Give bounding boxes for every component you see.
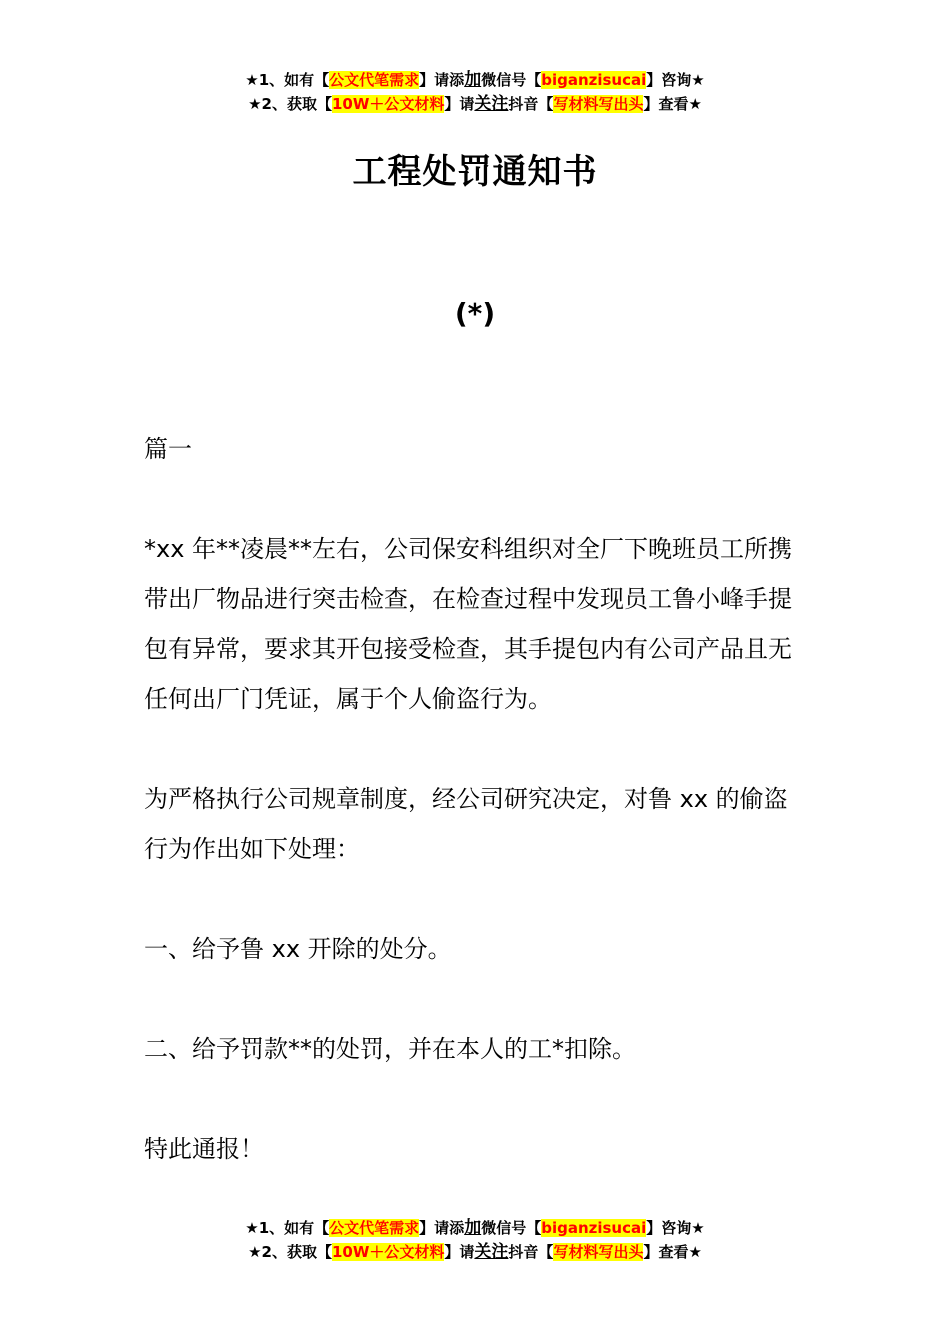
promo-underlined: 加 xyxy=(464,1218,482,1238)
promo-line-2 xyxy=(0,92,950,116)
document-title: 工程处罚通知书 xyxy=(352,152,598,192)
promo-underlined: 关注 xyxy=(474,94,509,114)
paragraph-decision: 为严格执行公司规章制度，经公司研究决定，对鲁 xx 的偷盗行为作出如下处理： xyxy=(144,785,788,863)
promo-text: ★1、如有【 xyxy=(245,71,330,89)
promo-highlight: 公文代笔需求 xyxy=(329,71,420,89)
promo-text: 抖音【 xyxy=(508,1243,554,1261)
promo-highlight: 10W＋公文材料 xyxy=(331,95,445,113)
promo-text: 】查看★ xyxy=(643,95,702,113)
promo-highlight: 公文代笔需求 xyxy=(329,1219,420,1237)
promo-text: 抖音【 xyxy=(508,95,554,113)
promo-text: 微信号【 xyxy=(481,71,542,89)
promo-text: 】请添 xyxy=(419,1219,465,1237)
promo-text: 】查看★ xyxy=(643,1243,702,1261)
promo-line-1 xyxy=(0,1216,950,1240)
promo-text: 】请添 xyxy=(419,71,465,89)
promo-wechat-id: biganzisucai xyxy=(541,71,647,89)
document-subtitle: (*) xyxy=(454,297,496,330)
promo-underlined: 关注 xyxy=(474,1242,509,1262)
penalty-item-1: 一、给予鲁 xx 开除的处分。 xyxy=(144,935,452,963)
paragraph-incident: *xx 年**凌晨**左右，公司保安科组织对全厂下晚班员工所携带出厂物品进行突击检查，在检查过程中发现员工鲁小峰手提包有异常，要求其开包接受检查，其手提包内有公司产品且无任何出厂门凭证，属于个人偷盗行为。 xyxy=(144,535,793,713)
promo-text: ★2、获取【 xyxy=(248,1243,332,1261)
promo-text: 】请 xyxy=(444,95,475,113)
promo-text: ★2、获取【 xyxy=(248,95,332,113)
promo-underlined: 加 xyxy=(464,70,482,90)
promo-text: 微信号【 xyxy=(481,1219,542,1237)
promo-douyin-account: 写材料写出头 xyxy=(553,1243,644,1261)
penalty-item-2: 二、给予罚款**的处罚，并在本人的工*扣除。 xyxy=(144,1035,636,1063)
section-label: 篇一 xyxy=(144,435,192,463)
promo-douyin-account: 写材料写出头 xyxy=(553,95,644,113)
promo-text: 】咨询★ xyxy=(646,71,705,89)
promo-line-1 xyxy=(0,68,950,92)
promo-text: 】咨询★ xyxy=(646,1219,705,1237)
closing-statement: 特此通报！ xyxy=(144,1135,264,1163)
promo-banner-top xyxy=(0,68,950,116)
promo-line-2 xyxy=(0,1240,950,1264)
promo-highlight: 10W＋公文材料 xyxy=(331,1243,445,1261)
promo-text: 】请 xyxy=(444,1243,475,1261)
promo-wechat-id: biganzisucai xyxy=(541,1219,647,1237)
promo-text: ★1、如有【 xyxy=(245,1219,330,1237)
promo-banner-bottom xyxy=(0,1216,950,1264)
